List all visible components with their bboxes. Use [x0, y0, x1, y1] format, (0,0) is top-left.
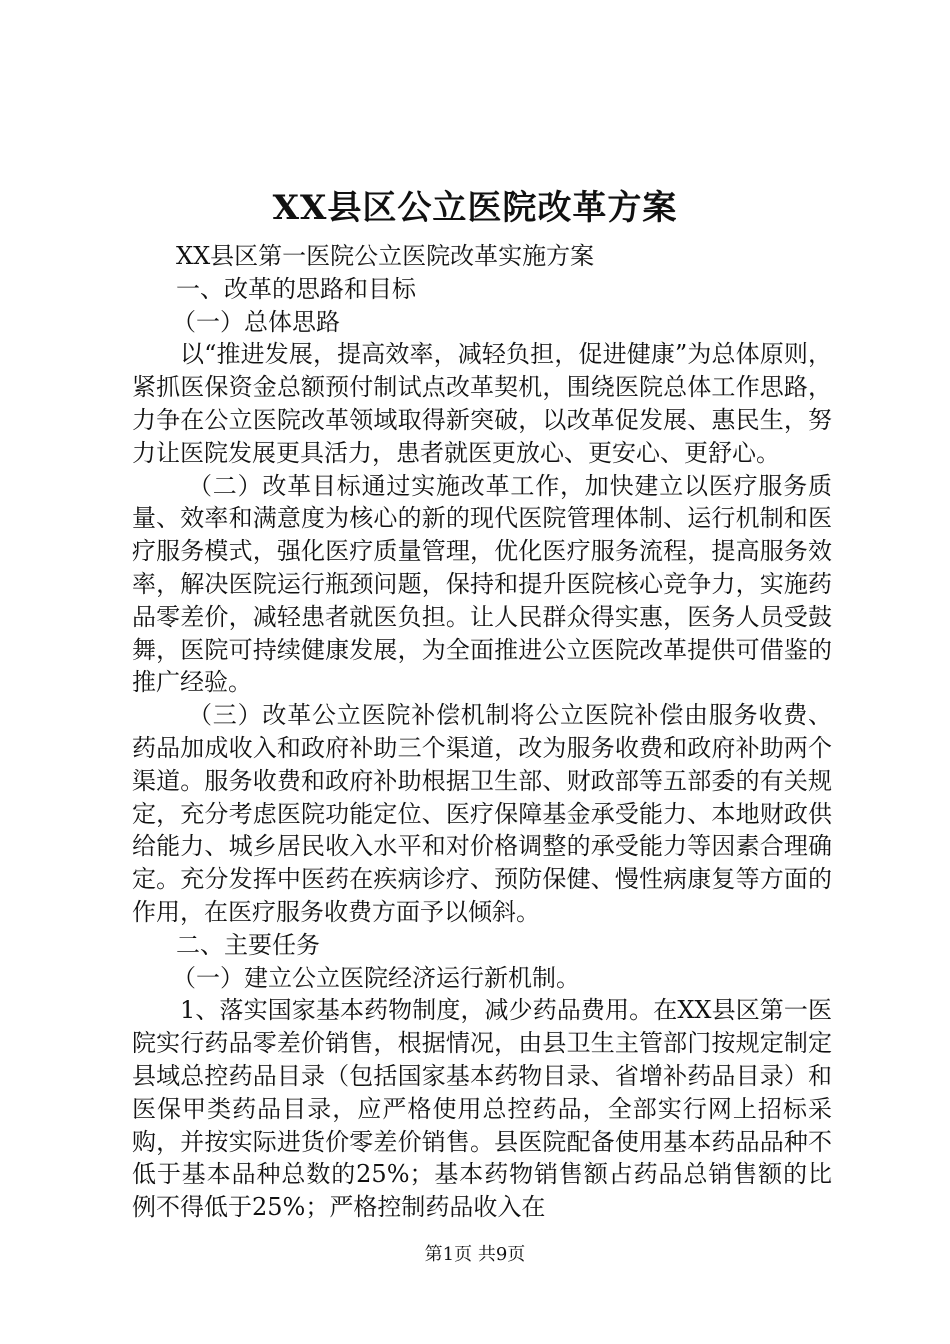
paragraph-1: 以“推进发展，提高效率，减轻负担，促进健康”为总体原则，紧抓医保资金总额预付制试点改革契机，围绕医院总体工作思路，力争在公立医院改革领域取得新突破，以改革促发展、惠民生，努力让医院发展更具活力，患者就医更放心、更安心、更舒心。 [132, 340, 832, 467]
document-body [132, 240, 832, 1224]
section-heading-1: 一、改革的思路和目标 [176, 274, 416, 303]
document-title: XX县区公立医院改革方案 [272, 188, 678, 228]
subsection-heading-1: （一）总体思路 [172, 307, 340, 336]
page-number: 第1页 共9页 [424, 1244, 526, 1265]
paragraph-3: （三）改革公立医院补偿机制将公立医院补偿由服务收费、药品加成收入和政府补助三个渠道，改为服务收费和政府补助两个渠道。服务收费和政府补助根据卫生部、财政部等五部委的有关规定，充分考虑医院功能定位、医疗保障基金承受能力、本地财政供给能力、城乡居民收入水平和对价格调整的承受能力等因素合理确定。充分发挥中医药在疾病诊疗、预防保健、慢性病康复等方面的作用，在医疗服务收费方面予以倾斜。 [132, 701, 832, 926]
subsection-heading-2: （一）建立公立医院经济运行新机制。 [172, 963, 580, 992]
section-heading-2: 二、主要任务 [176, 930, 320, 959]
paragraph-4: 1、落实国家基本药物制度，减少药品费用。在XX县区第一医院实行药品零差价销售，根据情况，由县卫生主管部门按规定制定县域总控药品目录（包括国家基本药物目录、省增补药品目录）和医保甲类药品目录，应严格使用总控药品，全部实行网上招标采购，并按实际进货价零差价销售。县医院配备使用基本药品品种不低于基本品种总数的25%；基本药物销售额占药品总销售额的比例不得低于25%；严格控制药品收入在 [132, 996, 832, 1222]
paragraph-2: （二）改革目标通过实施改革工作，加快建立以医疗服务质量、效率和满意度为核心的新的现代医院管理体制、运行机制和医疗服务模式，强化医疗质量管理，优化医疗服务流程，提高服务效率，解决医院运行瓶颈问题，保持和提升医院核心竞争力，实施药品零差价，减轻患者就医负担。让人民群众得实惠，医务人员受鼓舞，医院可持续健康发展，为全面推进公立医院改革提供可借鉴的推广经验。 [132, 471, 832, 697]
document-subtitle: XX县区第一医院公立医院改革实施方案 [176, 242, 595, 270]
